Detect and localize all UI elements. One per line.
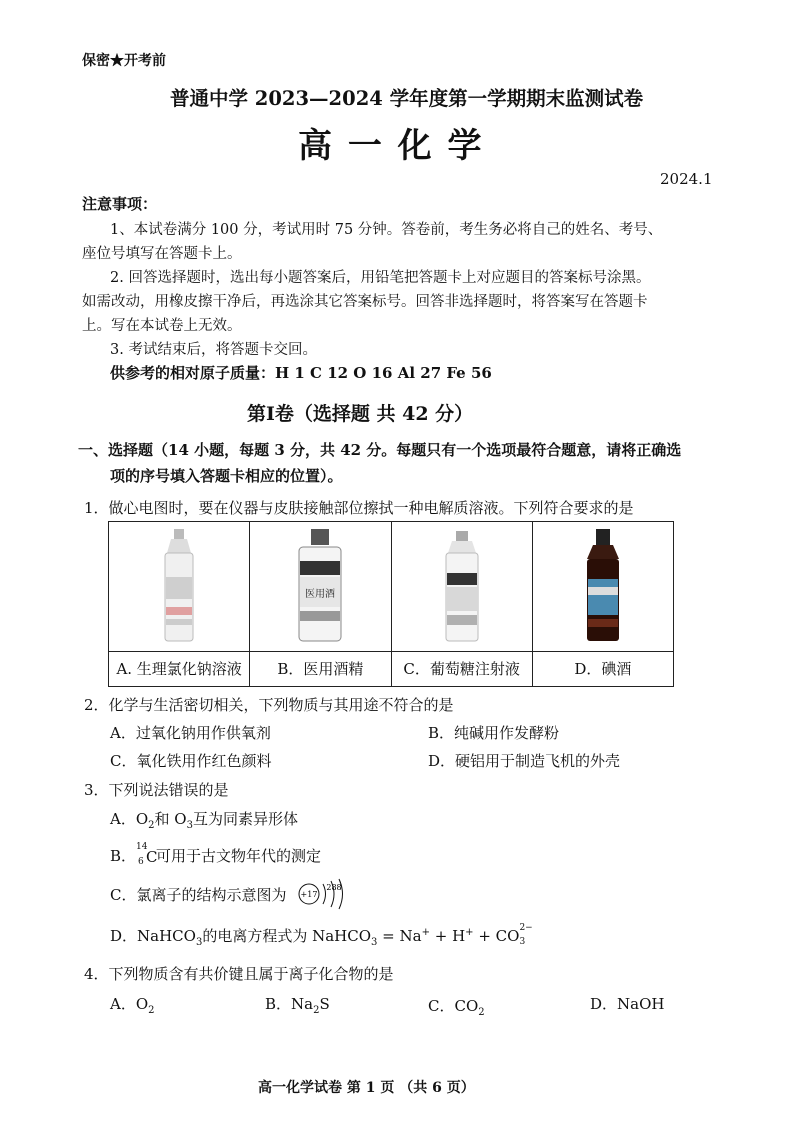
note-2-line-1: 2. 回答选择题时，选出每小题答案后，用铅笔把答题卡上对应题目的答案标号涂黑。 <box>110 270 651 286</box>
carbonate-indices <box>519 923 533 947</box>
section-instructions-line-1: 一、选择题（14 小题，每题 3 分，共 42 分。每题只有一个选项最符合题意，请将正确选 <box>78 441 682 459</box>
mass-number: 14 <box>136 842 148 852</box>
notes-heading: 注意事项： <box>82 195 158 213</box>
q3-a-sub-1: 2 <box>148 820 155 831</box>
q3-d-h: + H <box>429 927 466 945</box>
element-symbol: C <box>146 848 158 866</box>
q3-option-c <box>110 884 286 905</box>
q4-option-a <box>110 993 155 1014</box>
exam-date: 2024.1 <box>660 170 713 188</box>
electron-shells: 288 <box>326 883 342 892</box>
q3-c-text: C．氯离子的结构示意图为 <box>110 886 287 904</box>
q4-a-text: A．O <box>110 995 149 1013</box>
atomic-number: 6 <box>138 857 144 867</box>
atomic-mass-line: 供参考的相对原子质量：H 1 C 12 O 16 Al 27 Fe 56 <box>110 364 492 382</box>
q1-image-c <box>391 522 532 652</box>
q4-option-b <box>265 993 330 1014</box>
exam-title: 普通中学 2023—2024 学年度第一学期期末监测试卷 <box>170 87 644 110</box>
medical-alcohol-bottle-image <box>285 527 355 645</box>
q4-c-text: C．CO <box>428 997 479 1015</box>
section-instructions-line-2: 项的序号填入答题卡相应的位置）。 <box>110 467 343 485</box>
q3-d-co: + CO <box>473 927 520 945</box>
subject-title: 高 一 化 学 <box>298 126 484 166</box>
confidential-mark: 保密★开考前 <box>82 53 166 69</box>
nucleus-charge: +17 <box>300 890 318 899</box>
q4-option-c <box>428 995 485 1016</box>
note-1-line-2: 座位号填写在答题卡上。 <box>82 246 242 262</box>
q3-d-sub-1: 3 <box>195 937 203 948</box>
q2-stem: 2．化学与生活密切相关，下列物质与其用途不符合的是 <box>84 696 454 714</box>
q4-c-sub: 2 <box>478 1007 485 1018</box>
q3-option-a <box>110 808 298 829</box>
q4-b-text-1: B．Na <box>265 995 314 1013</box>
q3-stem: 3．下列说法错误的是 <box>84 781 229 799</box>
q3-option-b <box>110 842 322 867</box>
q3-b-text: 可用于古文物年代的测定 <box>156 847 322 865</box>
iodine-tincture-bottle-image <box>573 527 633 645</box>
note-2-line-3: 上。写在本试卷上无效。 <box>82 318 242 334</box>
q1-option-d: D．碘酒 <box>532 651 673 686</box>
q3-a-text-3: 互为同素异形体 <box>192 810 298 828</box>
q3-option-d <box>110 925 533 946</box>
q1-option-a: A. 生理氯化钠溶液 <box>109 651 250 686</box>
q4-b-text-2: S <box>319 995 330 1013</box>
q1-image-b <box>250 522 391 652</box>
q4-a-sub: 2 <box>148 1005 155 1016</box>
q4-b-sub: 2 <box>313 1005 320 1016</box>
q2-option-b: B．纯碱用作发酵粉 <box>428 724 560 742</box>
q2-option-c: C．氧化铁用作红色颜料 <box>110 752 272 770</box>
q3-d-charge: 2− <box>519 923 533 933</box>
q3-d-sub-2: 3 <box>371 937 378 948</box>
q3-d-plus-2: + <box>465 927 474 938</box>
saline-bottle-image <box>149 527 209 645</box>
q1-image-table <box>108 521 674 687</box>
q1-option-b: B．医用酒精 <box>250 651 391 686</box>
q2-option-a: A．过氧化钠用作供氧剂 <box>110 724 271 742</box>
q1-image-a <box>109 522 250 652</box>
glucose-bottle-image <box>432 527 492 645</box>
q1-stem: 1．做心电图时，要在仪器与皮肤接触部位擦拭一种电解质溶液。下列符合要求的是 <box>84 499 634 517</box>
q1-option-c: C．葡萄糖注射液 <box>391 651 532 686</box>
q3-d-eq: = Na <box>377 927 422 945</box>
q3-a-text-1: A．O <box>110 810 149 828</box>
note-2-line-2: 如需改动，用橡皮擦干净后，再选涂其它答案标号。回答非选择题时，将答案写在答题卡 <box>82 294 648 310</box>
q3-a-sub-2: 3 <box>186 820 193 831</box>
q3-d-text-1: D．NaHCO <box>110 927 196 945</box>
carbon-14-nuclide <box>136 842 158 867</box>
note-1-line-1: 1、本试卷满分 100 分，考试用时 75 分钟。答卷前，考生务必将自己的姓名、考号、 <box>110 222 663 238</box>
q1-image-d <box>532 522 673 652</box>
medical-alcohol-label-text: 医用酒 <box>305 589 336 601</box>
q2-option-d: D．硬铝用于制造飞机的外壳 <box>428 752 621 770</box>
q4-stem: 4．下列物质含有共价键且属于离子化合物的是 <box>84 965 394 983</box>
part1-title: 第Ⅰ卷（选择题 共 42 分） <box>247 403 474 425</box>
chloride-ion-structure-diagram <box>296 876 356 912</box>
note-3: 3. 考试结束后，将答题卡交回。 <box>110 342 317 358</box>
page-footer: 高一化学试卷 第 1 页 （共 6 页） <box>258 1080 475 1096</box>
q3-b-prefix: B． <box>110 847 137 865</box>
q3-a-text-2: 和 O <box>154 810 187 828</box>
q3-d-plus-1: + <box>421 927 430 938</box>
q3-d-text-2: 的电离方程式为 NaHCO <box>202 927 372 945</box>
q3-d-sub-3: 3 <box>519 937 526 947</box>
q4-option-d: D．NaOH <box>590 995 665 1013</box>
